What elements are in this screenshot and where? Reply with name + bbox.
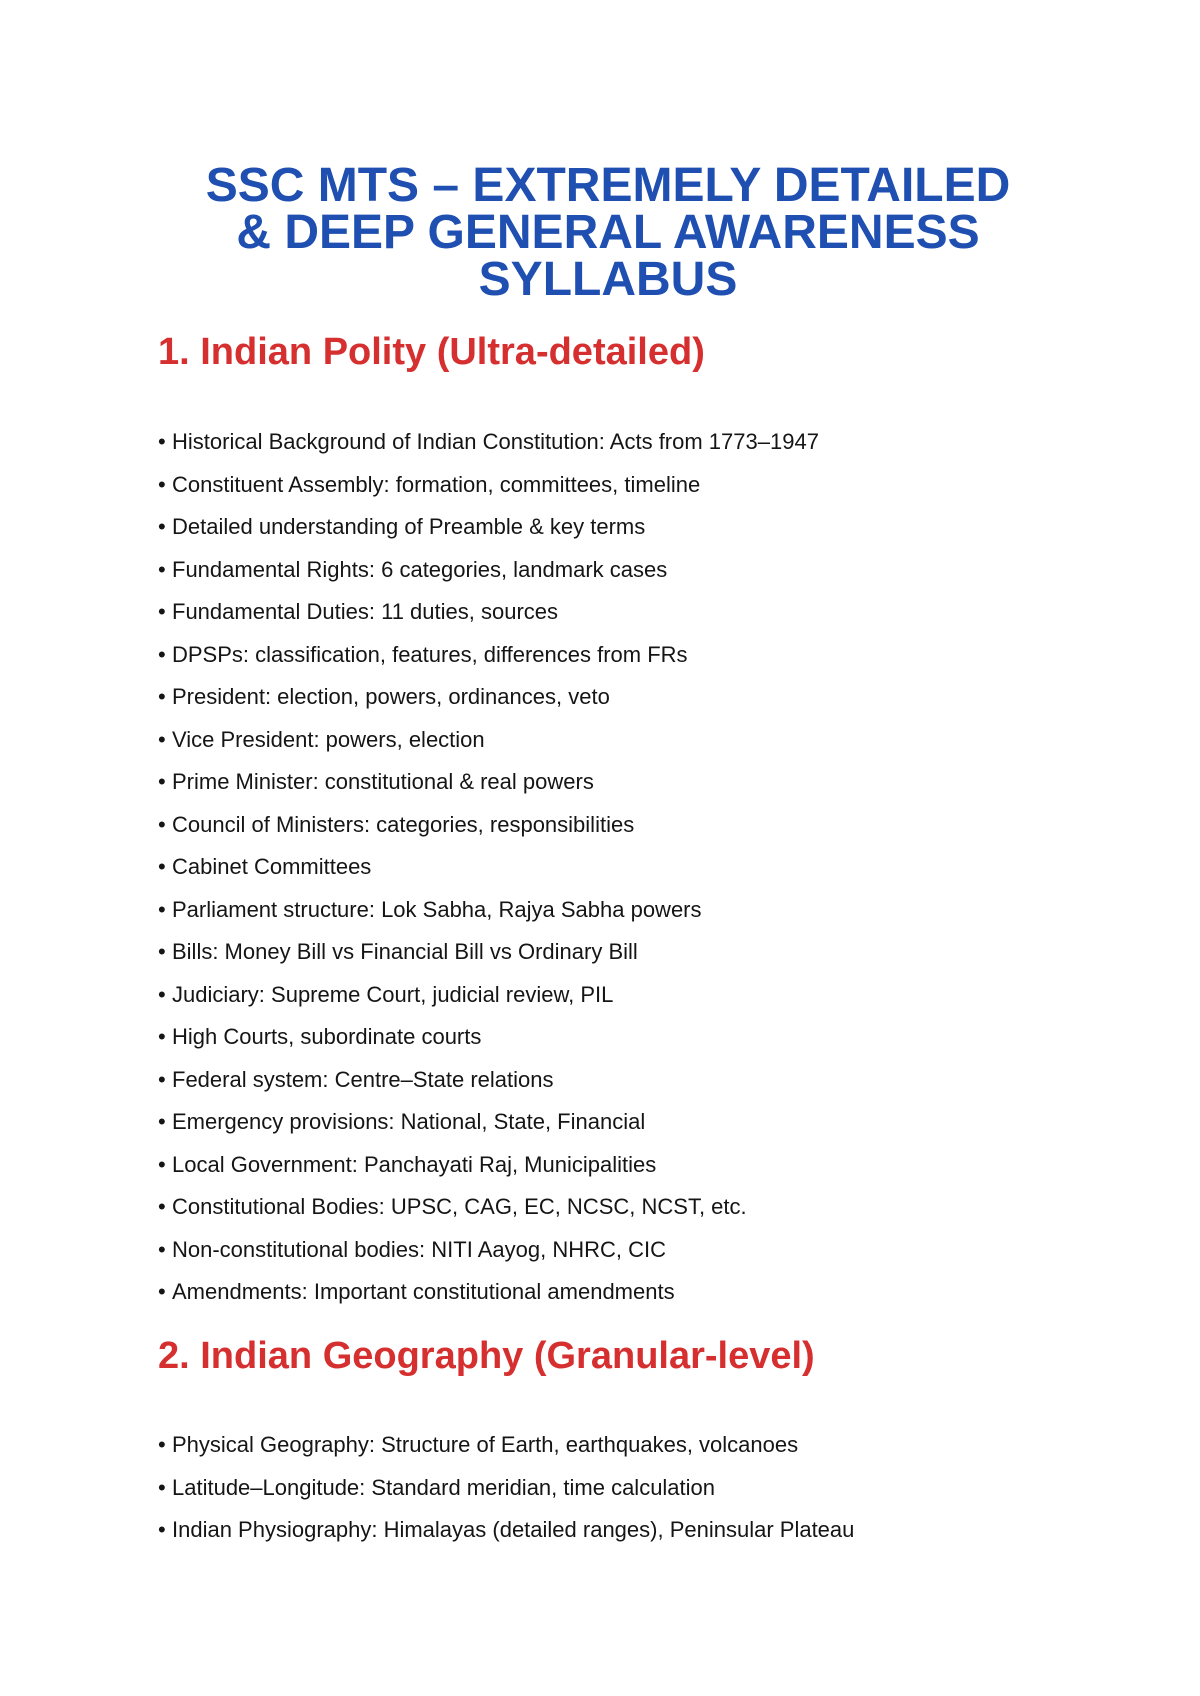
list-item-text: Detailed understanding of Preamble & key terms bbox=[172, 514, 646, 539]
section-heading-geography: 2. Indian Geography (Granular-level) bbox=[158, 1335, 815, 1377]
list-item bbox=[158, 1059, 819, 1102]
list-item-text: Emergency provisions: National, State, Financial bbox=[172, 1109, 646, 1134]
polity-topic-list bbox=[158, 421, 819, 1314]
list-item bbox=[158, 1016, 819, 1059]
list-item bbox=[158, 464, 819, 507]
bullet-icon: • bbox=[158, 684, 166, 709]
bullet-icon: • bbox=[158, 1474, 166, 1500]
bullet-icon: • bbox=[158, 1151, 166, 1177]
bullet-icon: • bbox=[158, 556, 166, 582]
bullet-icon: • bbox=[158, 726, 166, 752]
list-item-text: Physical Geography: Structure of Earth, earthquakes, volcanoes bbox=[172, 1432, 799, 1457]
list-item bbox=[158, 1467, 854, 1510]
bullet-icon: • bbox=[158, 1109, 166, 1134]
bullet-icon: • bbox=[158, 854, 166, 879]
title-line: SYLLABUS bbox=[478, 253, 738, 306]
bullet-icon: • bbox=[158, 471, 166, 497]
list-item-text: Local Government: Panchayati Raj, Municipalities bbox=[172, 1151, 657, 1177]
bullet-icon: • bbox=[158, 641, 166, 667]
bullet-icon: • bbox=[158, 514, 166, 539]
list-item-text: High Courts, subordinate courts bbox=[172, 1024, 482, 1049]
list-item bbox=[158, 549, 819, 592]
bullet-icon: • bbox=[158, 1279, 166, 1304]
list-item-text: Indian Physiography: Himalayas (detailed ranges), Peninsular Plateau bbox=[172, 1517, 855, 1542]
list-item-text: Fundamental Duties: 11 duties, sources bbox=[172, 599, 559, 624]
list-item bbox=[158, 421, 819, 464]
list-item bbox=[158, 1144, 819, 1187]
list-item bbox=[158, 804, 819, 847]
list-item bbox=[158, 1101, 819, 1144]
list-item-text: Parliament structure: Lok Sabha, Rajya Sabha powers bbox=[172, 896, 702, 922]
bullet-icon: • bbox=[158, 1066, 166, 1092]
list-item-text: DPSPs: classification, features, differences from FRs bbox=[172, 641, 688, 667]
list-item bbox=[158, 761, 819, 804]
list-item bbox=[158, 1186, 819, 1229]
list-item bbox=[158, 1424, 854, 1467]
list-item-text: Historical Background of Indian Constitution: Acts from 1773–1947 bbox=[172, 429, 819, 454]
list-item bbox=[158, 931, 819, 974]
bullet-icon: • bbox=[158, 1236, 166, 1262]
list-item-text: Bills: Money Bill vs Financial Bill vs Ordinary Bill bbox=[172, 939, 638, 964]
title-line: & DEEP GENERAL AWARENESS bbox=[236, 206, 980, 259]
list-item-text: Cabinet Committees bbox=[172, 854, 372, 879]
list-item-text: Federal system: Centre–State relations bbox=[172, 1066, 554, 1092]
list-item bbox=[158, 676, 819, 719]
document-title bbox=[158, 159, 1058, 306]
list-item-text: Council of Ministers: categories, responsibilities bbox=[172, 811, 635, 837]
bullet-icon: • bbox=[158, 1517, 166, 1542]
bullet-icon: • bbox=[158, 1024, 166, 1049]
list-item-text: Prime Minister: constitutional & real powers bbox=[172, 769, 594, 794]
list-item bbox=[158, 889, 819, 932]
title-line: SSC MTS – EXTREMELY DETAILED bbox=[205, 159, 1011, 212]
list-item-text: Vice President: powers, election bbox=[172, 726, 485, 752]
list-item bbox=[158, 1509, 854, 1552]
list-item-text: Constitutional Bodies: UPSC, CAG, EC, NCSC, NCST, etc. bbox=[172, 1194, 747, 1219]
list-item-text: President: election, powers, ordinances, veto bbox=[172, 684, 610, 709]
list-item-text: Non-constitutional bodies: NITI Aayog, NHRC, CIC bbox=[172, 1236, 666, 1262]
bullet-icon: • bbox=[158, 981, 166, 1007]
list-item bbox=[158, 591, 819, 634]
bullet-icon: • bbox=[158, 429, 166, 454]
list-item bbox=[158, 1271, 819, 1314]
bullet-icon: • bbox=[158, 1194, 166, 1219]
list-item bbox=[158, 1229, 819, 1272]
list-item-text: Judiciary: Supreme Court, judicial review, PIL bbox=[172, 981, 614, 1007]
list-item bbox=[158, 974, 819, 1017]
bullet-icon: • bbox=[158, 811, 166, 837]
geography-topic-list bbox=[158, 1424, 854, 1552]
bullet-icon: • bbox=[158, 939, 166, 964]
list-item bbox=[158, 634, 819, 677]
list-item-text: Latitude–Longitude: Standard meridian, time calculation bbox=[172, 1474, 716, 1500]
list-item-text: Fundamental Rights: 6 categories, landmark cases bbox=[172, 556, 668, 582]
list-item bbox=[158, 506, 819, 549]
bullet-icon: • bbox=[158, 769, 166, 794]
bullet-icon: • bbox=[158, 1432, 166, 1457]
list-item bbox=[158, 846, 819, 889]
bullet-icon: • bbox=[158, 896, 166, 922]
list-item-text: Amendments: Important constitutional amendments bbox=[172, 1279, 675, 1304]
list-item-text: Constituent Assembly: formation, committees, timeline bbox=[172, 471, 701, 497]
bullet-icon: • bbox=[158, 599, 166, 624]
section-heading-polity: 1. Indian Polity (Ultra-detailed) bbox=[158, 331, 705, 373]
list-item bbox=[158, 719, 819, 762]
